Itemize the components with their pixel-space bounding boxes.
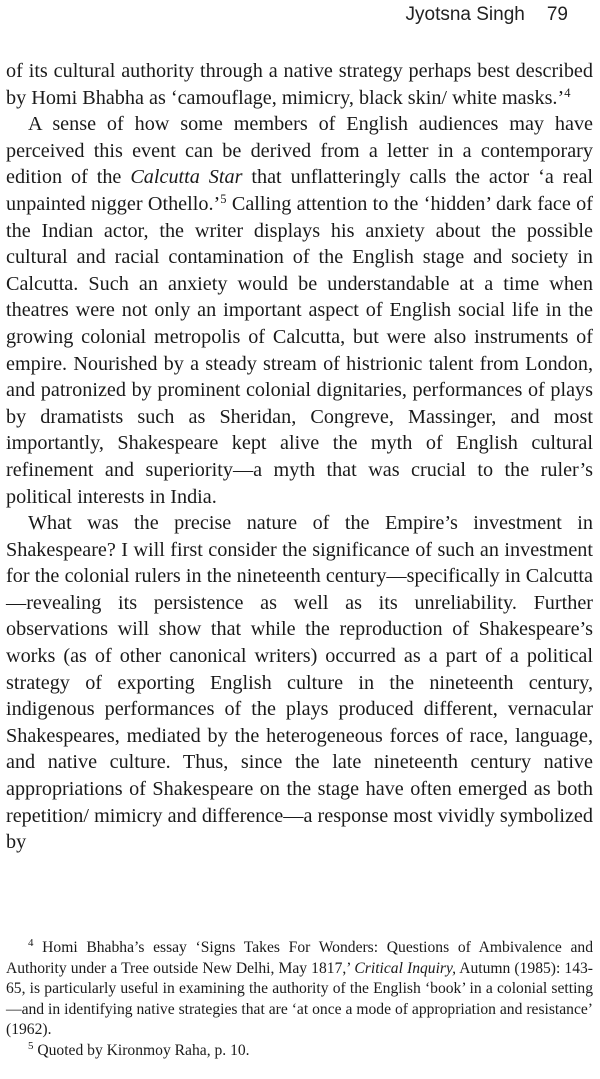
footnote-4-text-a: Homi Bhabha’s essay ‘Signs Takes For Wonders: Questions of Ambivalence and Authority under a Tree outside New Delhi, May 1817,’	[6, 939, 593, 977]
footnote-4-text-b: Autumn (1985): 143-65, is particularly useful in examining the authority of the English ‘book’ in a colonial setting—and in identifying native strategies that are ‘at once a mode of appropriation and resistance’ (1962).	[6, 959, 594, 1039]
journal-title: Critical Inquiry,	[354, 959, 456, 977]
footnote-ref-4[interactable]: 4	[564, 85, 571, 100]
footnotes	[6, 938, 593, 1062]
paragraph-3	[6, 510, 593, 856]
paragraph-2	[6, 111, 593, 510]
footnote-4	[6, 938, 593, 1041]
footnote-4-number: 4	[28, 937, 34, 949]
footnote-ref-5[interactable]: 5	[220, 192, 227, 207]
paragraph-3-text: What was the precise nature of the Empire’s investment in Shakespeare? I will first consider the significance of such an investment for the colonial rulers in the nineteenth century—specifically in Calcutta—revealing its persistence as well as its unreliability. Further observations will show that while the reproduction of Shakespeare’s works (as of other canonical writers) occurred as a part of a political strategy of exporting English culture in the nineteenth century, indigenous performances of the plays produced different, vernacular Shakespeares, mediated by the heterogeneous forces of race, language, and native culture. Thus, since the late nineteenth century native appropriations of Shakespeare on the stage have often emerged as both repetition/ mimicry and difference—a response most vividly symbolized by	[6, 512, 593, 854]
body-text	[6, 58, 593, 856]
footnote-5-number: 5	[28, 1039, 34, 1052]
running-header	[406, 4, 569, 26]
running-head-author: Jyotsna Singh	[405, 4, 525, 25]
paragraph-2-text-c: Calling attention to the ‘hidden’ dark face of the Indian actor, the writer displays his anxiety about the possible cultural and racial contamination of the English stage and society in Calcutta. Such an anxiety would be understandable at a time when theatres were not only an important aspect of English social life in the growing colonial metropolis of Calcutta, but were also instruments of empire. Nourished by a steady stream of histrionic talent from London, and patronized by prominent colonial dignitaries, performances of plays by dramatists such as Sheridan, Congreve, Massinger, and most importantly, Shakespeare kept alive the myth of English cultural refinement and superiority—a myth that was crucial to the ruler’s political interests in India.	[6, 192, 593, 508]
footnote-5	[6, 1041, 593, 1062]
paragraph-2-text-a: A sense of how some members of English audiences may have perceived this event can be derived from a letter in a contemporary edition of the	[6, 113, 593, 189]
paragraph-1	[6, 58, 593, 111]
newspaper-title: Calcutta Star	[130, 166, 243, 189]
paragraph-2-text-b: that unflatteringly calls the actor ‘a real unpainted nigger Othello.’	[6, 166, 594, 215]
footnote-5-text: Quoted by Kironmoy Raha, p. 10.	[33, 1041, 250, 1059]
paragraph-1-text: of its cultural authority through a native strategy perhaps best described by Homi Bhabha as ‘camouflage, mimicry, black skin/ white masks.’	[6, 60, 593, 109]
page-number: 79	[546, 4, 568, 25]
